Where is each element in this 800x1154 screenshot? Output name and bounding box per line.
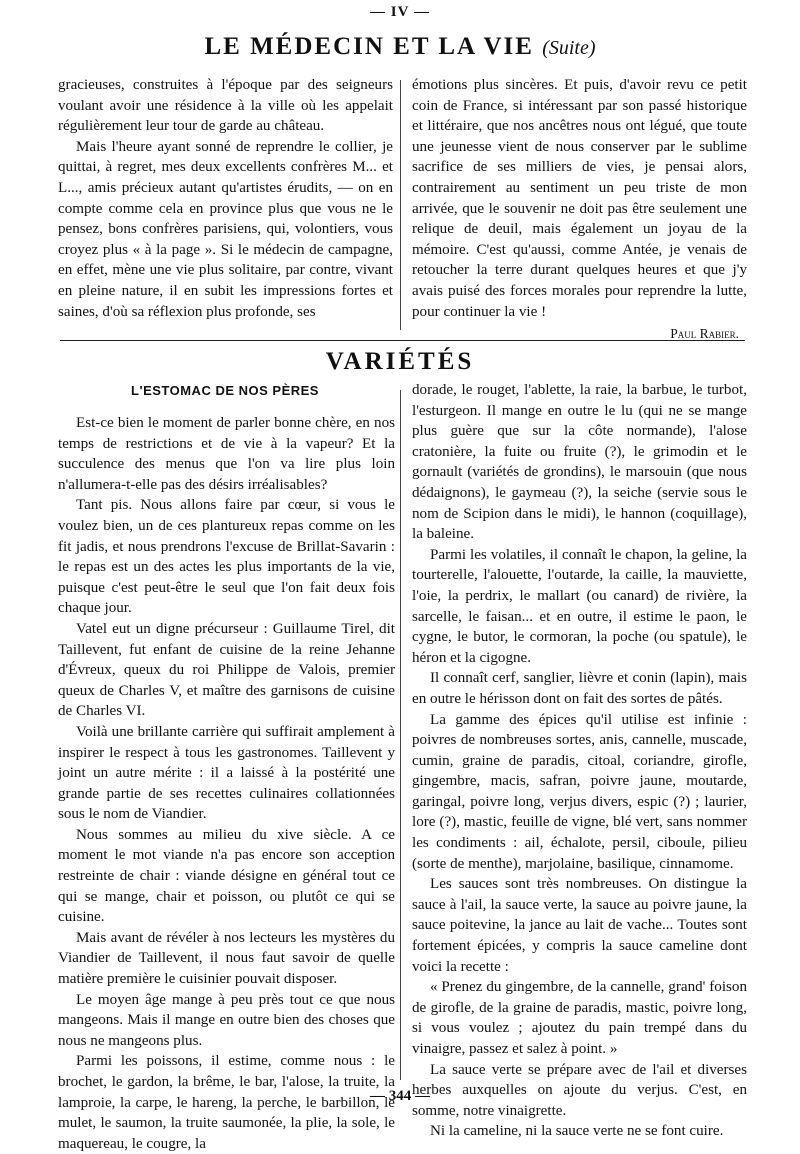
paragraph: Ni la cameline, ni la sauce verte ne se font cuire. bbox=[430, 1123, 724, 1140]
paragraph: Mais avant de révéler à nos lecteurs les mystères du Viandier de Taillevent, il nous faut savoir de quelle matière première le cuisinier pouvait disposer. bbox=[58, 929, 395, 988]
column-separator bbox=[400, 80, 401, 330]
section-subtitle: L'ESTOMAC DE NOS PÈRES bbox=[131, 383, 319, 398]
paragraph: dorade, le rouget, l'ablette, la raie, la barbue, le turbot, l'esturgeon. Il mange en outre le lu (qui ne se mange plus guère que sur la côte normande), l'alose cratonière, la fuite ou fruite (?), le grimodin et le gornault (variétés de grondins), le marsouin (que nous dédaignons), le gaymeau (?), la seiche (servie sous le nom de Scipion dans le midi), le hannon (coquillage), la baleine. bbox=[412, 382, 747, 543]
article-title-text: LE MÉDECIN ET LA VIE bbox=[204, 33, 534, 60]
page-folio-bottom: — 344 — bbox=[370, 1088, 430, 1104]
article-title bbox=[0, 33, 800, 61]
paragraph: Nous sommes au milieu du xive siècle. A ce moment le mot viande n'a pas encore son acception restreinte de chair : viande désigne en général tout ce qui se mange, chair et poisson, ou plutôt ce qui se cuisine. bbox=[58, 826, 395, 926]
article2-left-column bbox=[58, 413, 395, 1154]
paragraph: gracieuses, construites à l'époque par des seigneurs voulant avoir une résidence à la ville où les appelait régulièrement leur tour de garde au château. bbox=[58, 77, 393, 135]
paragraph: émotions plus sincères. Et puis, d'avoir revu ce petit coin de France, si intéressant par son passé historique et littéraire, que nos ancêtres nous ont légué, que toute une jeunesse vient de nous conserver par le sublime sacrifice de ses milliers de vies, je pensai alors, contrairement au sentiment un peu triste de mon arrivée, que le souvenir ne doit pas être seulement une relique de deuil, mais également un joyau de la mémoire. C'est qu'aussi, comme Antée, je venais de retoucher la terre durant quelques heures et que j'y avais puisé des forces morales pour reprendre la lutte, pour continuer la vie ! bbox=[412, 77, 747, 320]
article2-right-column bbox=[412, 380, 747, 1142]
paragraph: Est-ce bien le moment de parler bonne chère, en nos temps de restrictions et de vie à la vapeur? Et la succulence des menus que l'on va lire plus loin n'allumera-t-elle pas des désirs irréalisables? bbox=[58, 415, 395, 493]
article-title-suffix: (Suite) bbox=[542, 37, 596, 59]
paragraph: Tant pis. Nous allons faire par cœur, si vous le voulez bien, un de ces plantureux repas comme on les fit jadis, et nous prendrons l'excuse de Brillat-Savarin : le repas est un des actes les plus importants de la vie, puisque c'est peut-être le seul que l'on fait deux fois chaque jour. bbox=[58, 497, 395, 617]
paragraph: La gamme des épices qu'il utilise est infinie : poivres de nombreuses sortes, anis, cannelle, muscade, cumin, graine de paradis, citoal, coriandre, girofle, gingembre, macis, safran, poivre jaune, moutarde, garingal, poivre long, verjus divers, espic (?) ; laurier, lore (?), mastic, feuille de vigne, blé vert, sans nommer les condiments : ail, échalote, persil, ciboule, pilieu (sorte de menthe), marjolaine, basilique, cinnamome. bbox=[412, 711, 747, 872]
section-title: VARIÉTÉS bbox=[325, 348, 475, 375]
section-divider bbox=[60, 340, 745, 341]
paragraph: Il connaît cerf, sanglier, lièvre et conin (lapin), mais en outre le hérisson dont on fait des sortes de pâtés. bbox=[412, 670, 747, 707]
paragraph: Vatel eut un digne précurseur : Guillaume Tirel, dit Taillevent, fut enfant de cuisine de la reine Jehanne d'Évreux, queux du roi Philippe de Valois, premier queux de Charles V, et maître des garnisons de cuisine de Charles VI. bbox=[58, 620, 395, 720]
paragraph: Les sauces sont très nombreuses. On distingue la sauce à l'ail, la sauce verte, la sauce au poivre jaune, la sauce poitevine, la jance au lait de vache... Toutes sont fortement épicées, y compris la sauce cameline dont voici la recette : bbox=[412, 876, 747, 975]
article1-left-column bbox=[58, 75, 393, 322]
paragraph: Voilà une brillante carrière qui suffirait amplement à inspirer le respect à tous les gastronomes. Taillevent y joint un autre mérite : il a laissé à la postérité une grande partie de ses recettes culinaires collationnées sous le nom de Viandier. bbox=[58, 723, 395, 823]
paragraph: Mais l'heure ayant sonné de reprendre le collier, je quittai, à regret, mes deux excellents confrères M... et L..., amis précieux autant qu'artistes érudits, — on en compte comme cela en province plus que vous ne le pensez, bons confrères parisiens, qui, volontiers, vous croyez plus « à la page ». Si le médecin de campagne, en effet, mène une vie plus solitaire, par contre, vivant en pleine nature, il en subit les impressions fortes et saines, d'où sa réflexion plus profonde, ses bbox=[58, 138, 393, 320]
page-folio-top: — IV — bbox=[370, 4, 430, 20]
paragraph: Le moyen âge mange à peu près tout ce que nous mangeons. Mais il mange en outre bien des choses que nous ne mangeons plus. bbox=[58, 991, 395, 1049]
article1-right-column bbox=[412, 75, 747, 345]
paragraph: « Prenez du gingembre, de la cannelle, grand' foison de girofle, de la graine de paradis, mastic, poivre long, si vous voulez ; ajoutez du pain trempé dans du vinaigre, passez et salez à point. » bbox=[412, 979, 747, 1057]
paragraph: Parmi les volatiles, il connaît le chapon, la geline, la tourterelle, l'alouette, l'outarde, la caille, la mauviette, l'oie, la perdrix, le mallart (ou canard) de rivière, la sarcelle, le faisan... et en outre, il estime le paon, le cygne, le butor, le cormoran, la poche (ou spatule), le héron et la cigogne. bbox=[412, 546, 747, 666]
author-signature: Paul Rabier. bbox=[670, 326, 739, 342]
paragraph: La sauce verte se prépare avec de l'ail et diverses herbes auxquelles on ajoute du verjus. C'est, en somme, notre vinaigrette. bbox=[412, 1061, 747, 1119]
column-separator bbox=[400, 390, 401, 1080]
paragraph: Parmi les poissons, il estime, comme nous : le brochet, le gardon, la brême, le bar, l'alose, la truite, la lamproie, la carpe, le hareng, la perche, le barbillon, le mulet, le saumon, la truite saumonée, la plie, la sole, le maquereau, le cougre, la bbox=[58, 1053, 395, 1152]
